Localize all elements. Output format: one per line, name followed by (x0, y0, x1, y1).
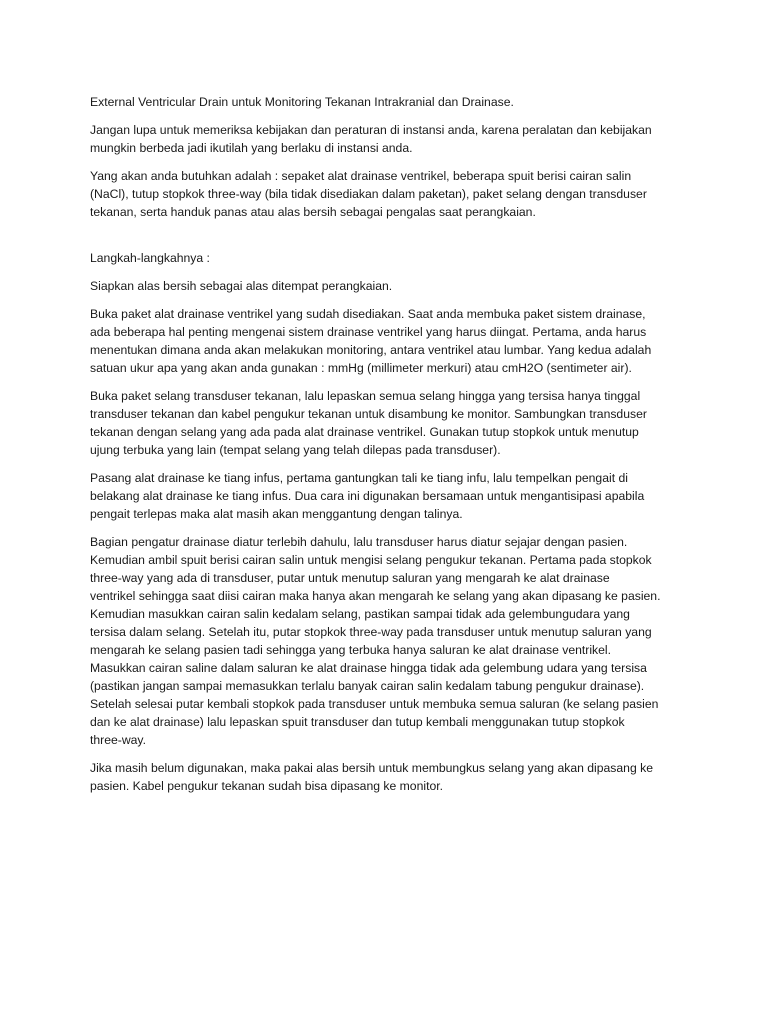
text-line: Bagian pengatur drainase diatur terlebih dahulu, lalu transduser harus diatur sejajar dengan pasien. (90, 535, 628, 549)
text-line: transduser tekanan dan kabel pengukur tekanan untuk disambung ke monitor. Sambungkan transduser (90, 407, 647, 421)
text-line: belakang alat drainase ke tiang infus. Dua cara ini digunakan bersamaan untuk mengantisipasi apabila (90, 489, 645, 503)
step-paragraph-1 (90, 277, 690, 295)
text-line: mungkin berbeda jadi ikutilah yang berlaku di instansi anda. (90, 141, 413, 155)
text-line: Jika masih belum digunakan, maka pakai alas bersih untuk membungkus selang yang akan dipasang ke (90, 761, 653, 775)
step-paragraph-5 (90, 533, 690, 749)
text-line: Kemudian ambil spuit berisi cairan salin untuk mengisi selang pengukur tekanan. Pertama pada stopkok (90, 553, 652, 567)
text-line: dan ke alat drainase) lalu lepaskan spuit transduser dan tutup kembali menggunakan tutup stopkok (90, 715, 625, 729)
text-line: Pasang alat drainase ke tiang infus, pertama gantungkan tali ke tiang infu, lalu tempelkan pengait di (90, 471, 628, 485)
text-line: Buka paket selang transduser tekanan, lalu lepaskan semua selang hingga yang tersisa hanya tinggal (90, 389, 641, 403)
text-line: ada beberapa hal penting mengenai sistem drainase ventrikel yang harus diingat. Pertama, anda harus (90, 325, 647, 339)
intro-paragraph (90, 121, 690, 157)
text-line: Masukkan cairan saline dalam saluran ke alat drainase hingga tidak ada gelembung udara yang tersisa (90, 661, 647, 675)
text-line: Setelah selesai putar kembali stopkok pada transduser untuk membuka semua saluran (ke selang pasien (90, 697, 659, 711)
text-line: menentukan dimana anda akan melakukan monitoring, antara ventrikel atau lumbar. Yang kedua adalah (90, 343, 652, 357)
text-line: ujung terbuka yang lain (tempat selang yang telah dilepas pada transduser). (90, 443, 501, 457)
text-line: three-way yang ada di transduser, putar untuk menutup saluran yang mengarah ke alat drainase (90, 571, 610, 585)
step-paragraph-2 (90, 305, 690, 377)
text-line: pengait terlepas maka alat masih akan menggantung dengan talinya. (90, 507, 463, 521)
text-line: (NaCl), tutup stopkok three-way (bila tidak disediakan dalam paketan), paket selang dengan transduser (90, 187, 647, 201)
document-title (90, 93, 690, 111)
document-body (90, 93, 690, 805)
text-line: Langkah-langkahnya : (90, 251, 210, 265)
text-line: Buka paket alat drainase ventrikel yang sudah disediakan. Saat anda membuka paket sistem drainase, (90, 307, 646, 321)
text-line: Siapkan alas bersih sebagai alas ditempat perangkaian. (90, 279, 393, 293)
text-line: satuan ukur apa yang akan anda gunakan : mmHg (millimeter merkuri) atau cmH2O (sentimeter air). (90, 361, 632, 375)
text-line: External Ventricular Drain untuk Monitoring Tekanan Intrakranial dan Drainase. (90, 95, 514, 109)
text-line: mengarah ke selang pasien tadi sehingga yang terbuka hanya saluran ke alat drainase ventrikel. (90, 643, 612, 657)
text-line: Jangan lupa untuk memeriksa kebijakan dan peraturan di instansi anda, karena peralatan dan kebijakan (90, 123, 652, 137)
text-line: tekanan, serta handuk panas atau alas bersih sebagai pengalas saat perangkaian. (90, 205, 536, 219)
text-line: ventrikel sehingga saat diisi cairan maka hanya akan mengarah ke selang yang akan dipasang ke pasien. (90, 589, 661, 603)
text-line: (pastikan jangan sampai memasukkan terlalu banyak cairan salin kedalam tabung pengukur drainase). (90, 679, 645, 693)
text-line: Yang akan anda butuhkan adalah : sepaket alat drainase ventrikel, beberapa spuit berisi cairan salin (90, 169, 632, 183)
equipment-paragraph (90, 167, 690, 221)
step-paragraph-3 (90, 387, 690, 459)
text-line: pasien. Kabel pengukur tekanan sudah bisa dipasang ke monitor. (90, 779, 444, 793)
text-line: tekanan dengan selang yang ada pada alat drainase ventrikel. Gunakan tutup stopkok untuk menutup (90, 425, 639, 439)
step-paragraph-6 (90, 759, 690, 795)
steps-heading (90, 249, 690, 267)
text-line: tersisa dalam selang. Setelah itu, putar stopkok three-way pada transduser untuk menutup saluran yang (90, 625, 652, 639)
step-paragraph-4 (90, 469, 690, 523)
text-line: Kemudian masukkan cairan salin kedalam selang, pastikan sampai tidak ada gelembungudara yang (90, 607, 630, 621)
text-line: three-way. (90, 733, 146, 747)
